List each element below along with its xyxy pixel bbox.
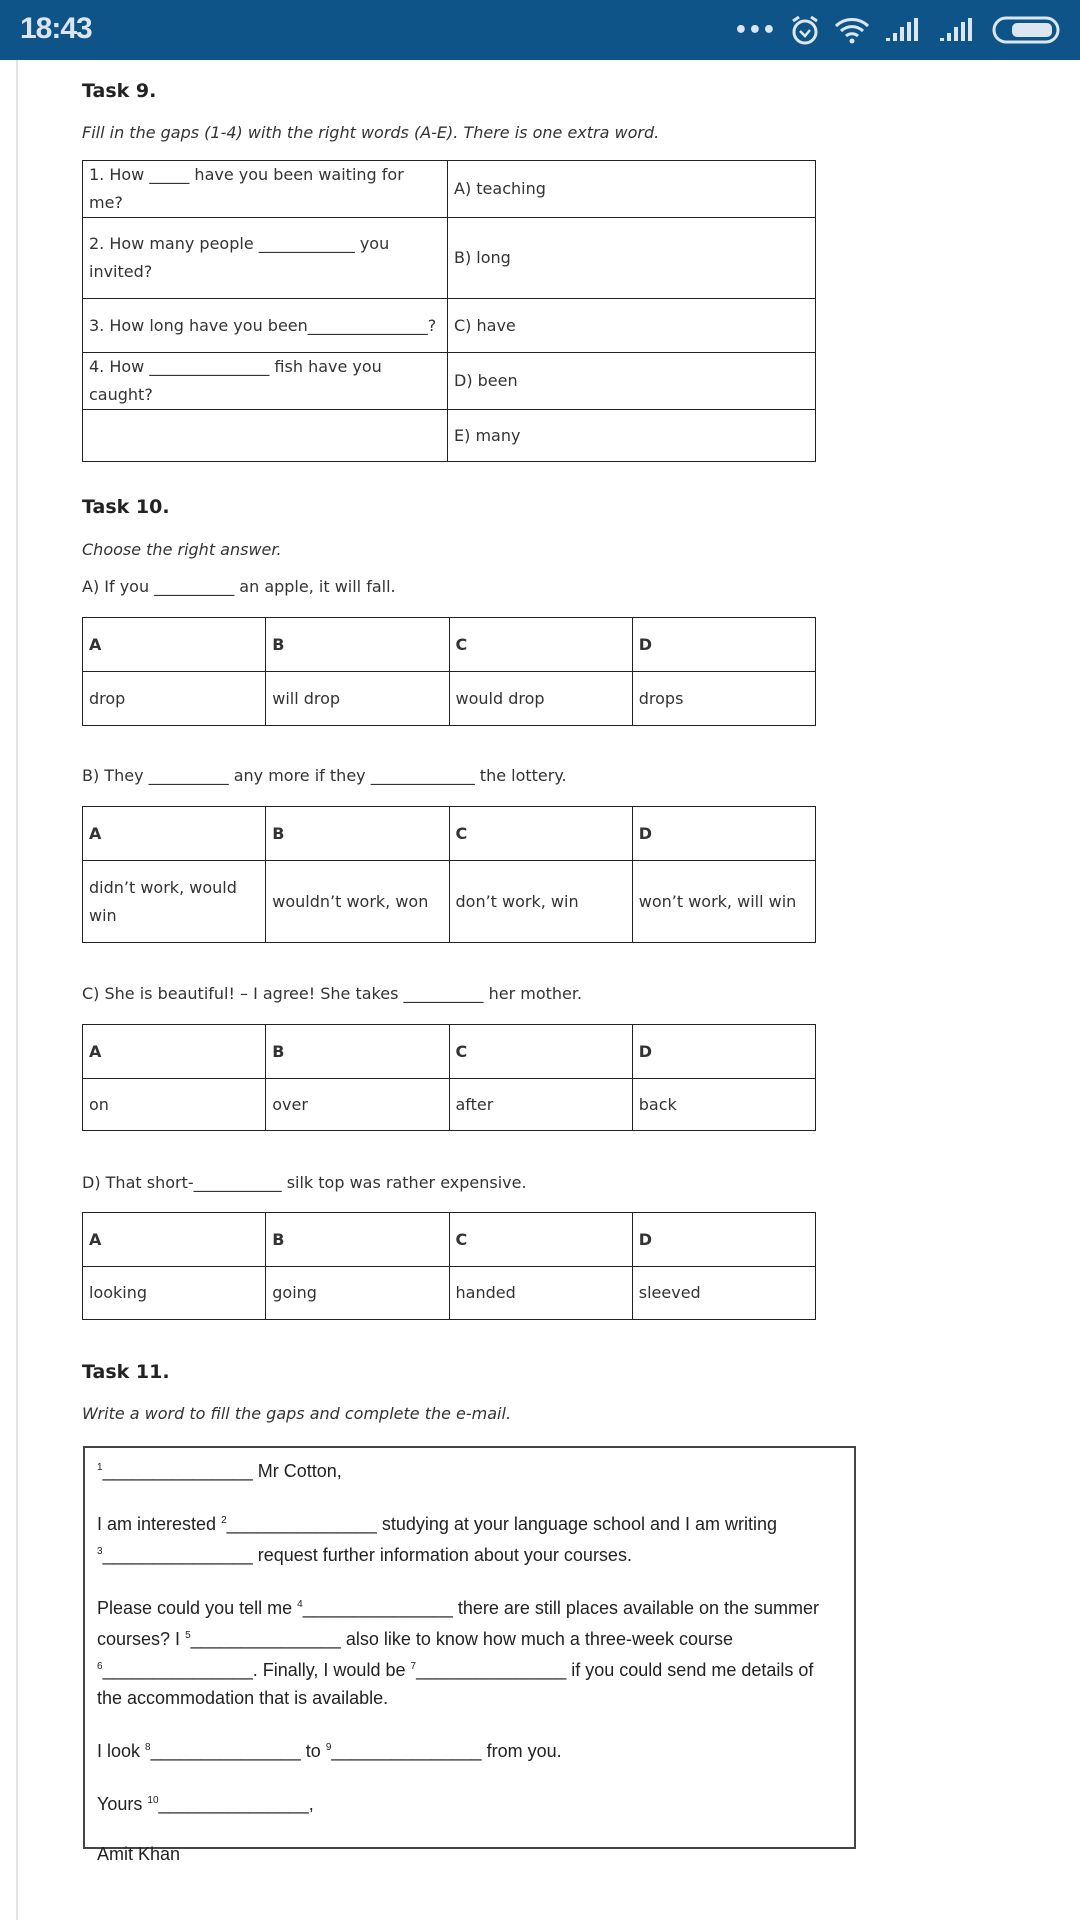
table-row bbox=[83, 1025, 816, 1079]
answer-option[interactable]: sleeved bbox=[632, 1267, 815, 1320]
email-signature: Amit Khan bbox=[97, 1844, 181, 1864]
table-row bbox=[83, 218, 816, 299]
option-letter: D bbox=[632, 807, 815, 861]
answer-option[interactable]: don’t work, win bbox=[449, 861, 632, 943]
gap-sentence bbox=[83, 410, 448, 462]
table-row bbox=[83, 1079, 816, 1131]
option-letter: A bbox=[83, 618, 266, 672]
answer-table bbox=[82, 617, 816, 726]
answer-option[interactable]: won’t work, will win bbox=[632, 861, 815, 943]
signal-icon bbox=[884, 17, 924, 43]
option-letter: C bbox=[449, 1213, 632, 1267]
option-letter: D bbox=[632, 1025, 815, 1079]
answer-table bbox=[82, 806, 816, 943]
option-letter: C bbox=[449, 807, 632, 861]
option-letter: B bbox=[266, 1213, 449, 1267]
option-letter: A bbox=[83, 807, 266, 861]
answer-option[interactable]: would drop bbox=[449, 672, 632, 726]
clock: 18:43 bbox=[20, 12, 92, 45]
option-letter: C bbox=[449, 618, 632, 672]
option-letter: C bbox=[449, 1025, 632, 1079]
email-text: I look bbox=[97, 1741, 141, 1761]
gap-blank: _______________ bbox=[102, 1545, 253, 1565]
answer-table bbox=[82, 1212, 816, 1320]
option-letter: B bbox=[266, 618, 449, 672]
email-text: there are still places available on the summer courses? I bbox=[97, 1598, 820, 1649]
task9-title: Task 9. bbox=[82, 80, 157, 102]
word-option: E) many bbox=[448, 410, 816, 462]
gap-number: 9 bbox=[325, 1742, 332, 1753]
option-letter: A bbox=[83, 1025, 266, 1079]
gap-number: 6 bbox=[97, 1661, 103, 1672]
email-text: I am interested bbox=[97, 1514, 217, 1534]
gap-number: 1 bbox=[97, 1462, 103, 1473]
answer-option[interactable]: after bbox=[449, 1079, 632, 1131]
answer-option[interactable]: didn’t work, would win bbox=[83, 861, 266, 943]
table-row bbox=[83, 161, 816, 218]
gap-blank: _______________ bbox=[190, 1629, 341, 1649]
gap-number: 3 bbox=[97, 1546, 103, 1557]
table-row bbox=[83, 807, 816, 861]
table-row bbox=[83, 1213, 816, 1267]
status-bar bbox=[0, 0, 1080, 60]
gap-sentence: 1. How _____ have you been waiting for me? bbox=[83, 161, 448, 218]
email-greeting: Mr Cotton, bbox=[257, 1461, 342, 1481]
gap-number: 2 bbox=[221, 1515, 227, 1526]
gap-blank: _______________ bbox=[158, 1794, 309, 1814]
option-letter: B bbox=[266, 1025, 449, 1079]
table-row bbox=[83, 1267, 816, 1320]
task11-instruction: Write a word to fill the gaps and complete the e-mail. bbox=[82, 1404, 512, 1423]
table-row bbox=[83, 672, 816, 726]
gap-blank: _______________ bbox=[102, 1461, 253, 1481]
email-text: if you could send me details of the accommodation that is available. bbox=[97, 1660, 814, 1708]
email-text: to bbox=[305, 1741, 321, 1761]
email-text: Yours bbox=[97, 1794, 143, 1814]
answer-option[interactable]: on bbox=[83, 1079, 266, 1131]
task10-title: Task 10. bbox=[82, 496, 170, 518]
signal-icon bbox=[938, 17, 978, 43]
answer-option[interactable]: going bbox=[266, 1267, 449, 1320]
answer-option[interactable]: will drop bbox=[266, 672, 449, 726]
wifi-icon bbox=[834, 16, 870, 44]
word-option: D) been bbox=[448, 353, 816, 410]
task9-instruction: Fill in the gaps (1-4) with the right words (A-E). There is one extra word. bbox=[82, 123, 660, 142]
gap-number: 4 bbox=[297, 1599, 303, 1610]
email-text: request further information about your courses. bbox=[257, 1545, 632, 1565]
question-text: D) That short-___________ silk top was rather expensive. bbox=[82, 1173, 527, 1192]
option-letter: D bbox=[632, 1213, 815, 1267]
gap-number: 7 bbox=[410, 1661, 417, 1672]
table-row bbox=[83, 299, 816, 353]
question-text: C) She is beautiful! – I agree! She takes __________ her mother. bbox=[82, 984, 583, 1003]
option-letter: D bbox=[632, 618, 815, 672]
option-letter: A bbox=[83, 1213, 266, 1267]
gap-sentence: 2. How many people ____________ you invited? bbox=[83, 218, 448, 299]
email-text: . Finally, I would be bbox=[252, 1660, 406, 1680]
option-letter: B bbox=[266, 807, 449, 861]
email-text: studying at your language school and I am writing bbox=[381, 1514, 778, 1534]
gap-blank: _______________ bbox=[331, 1741, 482, 1761]
answer-option[interactable]: back bbox=[632, 1079, 815, 1131]
answer-option[interactable]: drops bbox=[632, 672, 815, 726]
gap-sentence: 3. How long have you been_______________? bbox=[83, 299, 448, 353]
gap-number: 10 bbox=[147, 1795, 159, 1806]
gap-number: 5 bbox=[185, 1630, 191, 1641]
task10-instruction: Choose the right answer. bbox=[82, 540, 282, 559]
email-text: Please could you tell me bbox=[97, 1598, 293, 1618]
question-text: A) If you __________ an apple, it will fall. bbox=[82, 577, 396, 596]
page-edge bbox=[16, 60, 18, 1920]
gap-blank: _______________ bbox=[302, 1598, 453, 1618]
answer-option[interactable]: handed bbox=[449, 1267, 632, 1320]
table-row bbox=[83, 410, 816, 462]
word-option: C) have bbox=[448, 299, 816, 353]
more-dots-icon: ••• bbox=[733, 17, 776, 43]
email-text: from you. bbox=[486, 1741, 562, 1761]
answer-option[interactable]: drop bbox=[83, 672, 266, 726]
question-text: B) They __________ any more if they _____________ the lottery. bbox=[82, 766, 567, 785]
answer-option[interactable]: wouldn’t work, won bbox=[266, 861, 449, 943]
answer-table bbox=[82, 1024, 816, 1131]
gap-blank: _______________ bbox=[226, 1514, 377, 1534]
alarm-icon bbox=[790, 14, 820, 46]
word-option: B) long bbox=[448, 218, 816, 299]
email-box bbox=[83, 1446, 856, 1864]
task9-table bbox=[82, 160, 816, 462]
gap-blank: _______________ bbox=[102, 1660, 253, 1680]
table-row bbox=[83, 353, 816, 410]
battery-icon bbox=[992, 15, 1062, 45]
email-text: also like to know how much a three-week course bbox=[345, 1629, 733, 1649]
task11-title: Task 11. bbox=[82, 1361, 170, 1383]
gap-number: 8 bbox=[145, 1742, 151, 1753]
answer-option[interactable]: over bbox=[266, 1079, 449, 1131]
word-option: A) teaching bbox=[448, 161, 816, 218]
email-text: , bbox=[308, 1794, 314, 1814]
gap-sentence: 4. How _______________ fish have you caught? bbox=[83, 353, 448, 410]
gap-blank: _______________ bbox=[416, 1660, 567, 1680]
table-row bbox=[83, 618, 816, 672]
table-row bbox=[83, 861, 816, 943]
gap-blank: _______________ bbox=[150, 1741, 301, 1761]
answer-option[interactable]: looking bbox=[83, 1267, 266, 1320]
